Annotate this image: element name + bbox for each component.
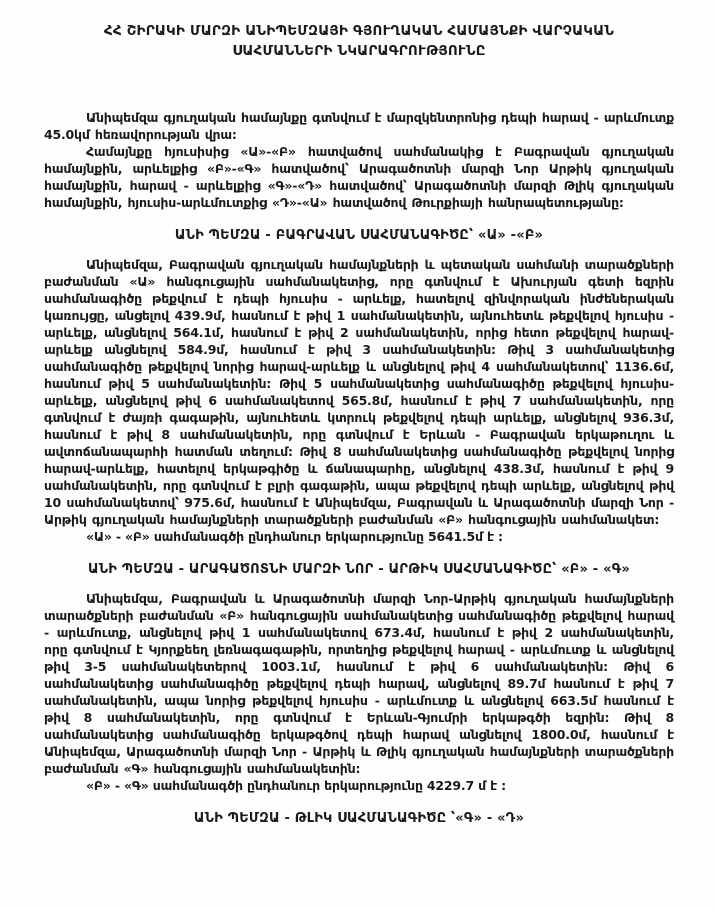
document-title: ՀՀ ՇԻՐԱԿԻ ՄԱՐԶԻ ԱՆԻՊԵՄԶԱՅԻ ԳՅՈՒՂԱԿԱՆ ՀԱՄԱՅՆՔԻ ՎԱՐՉԱԿԱՆ ՍԱՀՄԱՆՆԵՐԻ ՆԿԱՐԱԳՐՈՒԹՅՈՒՆԸ xyxy=(103,23,615,59)
section-body-nor-artik: Անիպեմզա, Բագրավան և Արագածոտնի մարզի Նոր-Արթիկ գյուղական համայնքների տարածքների բաժանման «Բ» հանգուցային սահմանակետից սահմանագիծը թեքվելով հարավ - արևմուտք, անցնելով թիվ 1 սահմանակետով 673.4մ, հասնում է թիվ 2 սահմանակետին, որը գտնվում է Կյորքեեղ լեռնագագաթին, որտեղից թեքվելով հարավ - արևմուտք և անցնելով թիվ 3-5 սահմանակետերով 1003.1մ, հասնում է թիվ 6 սահմանակետին: Թիվ 6 սահմանակետից սահմանագիծը թեքվելով դեպի հարավ, անցնելով 89.7մ հասնում է թիվ 7 սահմանակետին, ապա նորից թեքվելով հյուսիս - արևմուտք և անցնելով 663.5մ հասնում է թիվ 8 սահմանակետին, որը գտնվում է Երևան-Գյումրի երկաթգծի եզրին: Թիվ 8 սահմանակետից սահմանագիծը երկաթգծով դեպի հարավ անցնելով 1800.0մ, հասնում է Անիպեմզա, Արագածոտնի մարզի Նոր - Արթիկ և Թլիկ գյուղական համայնքների տարածքների բաժանման «Գ» հանգուցային սահմանակետին: xyxy=(44,591,674,777)
intro-paragraph-location: Անիպեմզա գյուղական համայնքը գտնվում է մարզկենտրոնից դեպի հարավ - արևմուտք 45.0կմ հեռավորության վրա: xyxy=(44,110,674,143)
section-heading-nor-artik: ԱՆԻ ՊԵՄԶԱ - ԱՐԱԳԱԾՈՏՆԻ ՄԱՐԶԻ ՆՈՐ - ԱՐԹԻԿ ՍԱՀՄԱՆԱԳԻԾԸ՝ «Բ» - «Գ» xyxy=(88,562,630,578)
section-body-bagravan: Անիպեմզա, Բագրավան գյուղական համայնքների և պետական սահմանի տարածքների բաժանման «Ա» հանգուցային սահմանակետից, որը գտնվում է Ախուրյան գետի եզրին սահմանագիծը թեքվում է դեպի հյուսիս - արևելք, հատելով զինվորական ինժեներական կառույցը, անցելով 439.9մ, հասնում է թիվ 1 սահմանակետին, այնուհետև թեքվելով հյուսիս - արևելք, անցնելով 564.1մ, հասնում է թիվ 2 սահմանակետին, որից հետո թեքվելով հարավ-արևելք անցնելով 584.9մ, հասնում է թիվ 3 սահմանակետին: Թիվ 3 սահմանակետից սահմանագիծը թեքվելով նորից հարավ-արևելք և անցնելով թիվ 4 սահմանակետով՝ 1136.6մ, հասնում թիվ 5 սահմանակետին: Թիվ 5 սահմանակետից սահմանագիծը թեքվելով հյուսիս-արևելք, անցնելով թիվ 6 սահմանակետով 565.8մ, հասնում է թիվ 7 սահմանակետին, որը գտնվում է ժայռի գագաթին, այնուհետև կտրուկ թեքվելով դեպի արևելք, անցնելով 936.3մ, հասնում է թիվ 8 սահմանակետին, որը գտնվում է Երևան - Բագրավան երկաթուղու և ավտոճանապարհի հատման տեղում: Թիվ 8 սահմանակետից սահմանագիծը թեքվելով նորից հարավ-արևելք, հատելով երկաթգիծը և ճանապարհը, անցնելով 438.3մ, հասնում է թիվ 9 սահմանակետին, որը գտնվում է բլրի գագաթին, ապա թեքվելով դեպի արևելք, անցնելով թիվ 10 սահմանակետով՝ 975.6մ, հասնում է Անիպեմզա, Բագրավան և Արագածոտնի մարզի Նոր - Արթիկ գյուղական համայնքների տարածքների բաժանման «Բ» հանգուցային սահմանակետ: xyxy=(44,257,674,528)
section-heading-bagravan: ԱՆԻ ՊԵՄԶԱ - ԲԱԳՐԱՎԱՆ ՍԱՀՄԱՆԱԳԻԾԸ՝ «Ա» -«Բ» xyxy=(174,228,544,244)
intro-paragraph-neighbors: Համայնքը հյուսիսից «Ա»-«Բ» հատվածով սահմանակից է Բագրավան գյուղական համայնքին, արևելքից «Բ»-«Գ» հատվածով՝ Արագածոտնի մարզի Նոր Արթիկ գյուղական համայնքին, հարավ - արևելքից «Գ»-«Դ» հատվածով՝ Արագածոտնի մարզի Թլիկ գյուղական համայնքին, հյուսիս-արևմուտքից «Դ»-«Ա» հատվածով Թուրքիայի հանրապետությանը: xyxy=(44,144,674,211)
section-heading-tlik: ԱՆԻ ՊԵՄԶԱ - ԹԼԻԿ ՍԱՀՄԱՆԱԳԻԾԸ ՝«Գ» - «Դ» xyxy=(193,811,525,827)
section-length-nor-artik: «Բ» - «Գ» սահմանագծի ընդհանուր երկարությունը 4229.7 մ է : xyxy=(86,778,506,794)
section-length-bagravan: «Ա» - «Բ» սահմանագծի ընդհանուր երկարությունը 5641.5մ է : xyxy=(86,529,503,545)
